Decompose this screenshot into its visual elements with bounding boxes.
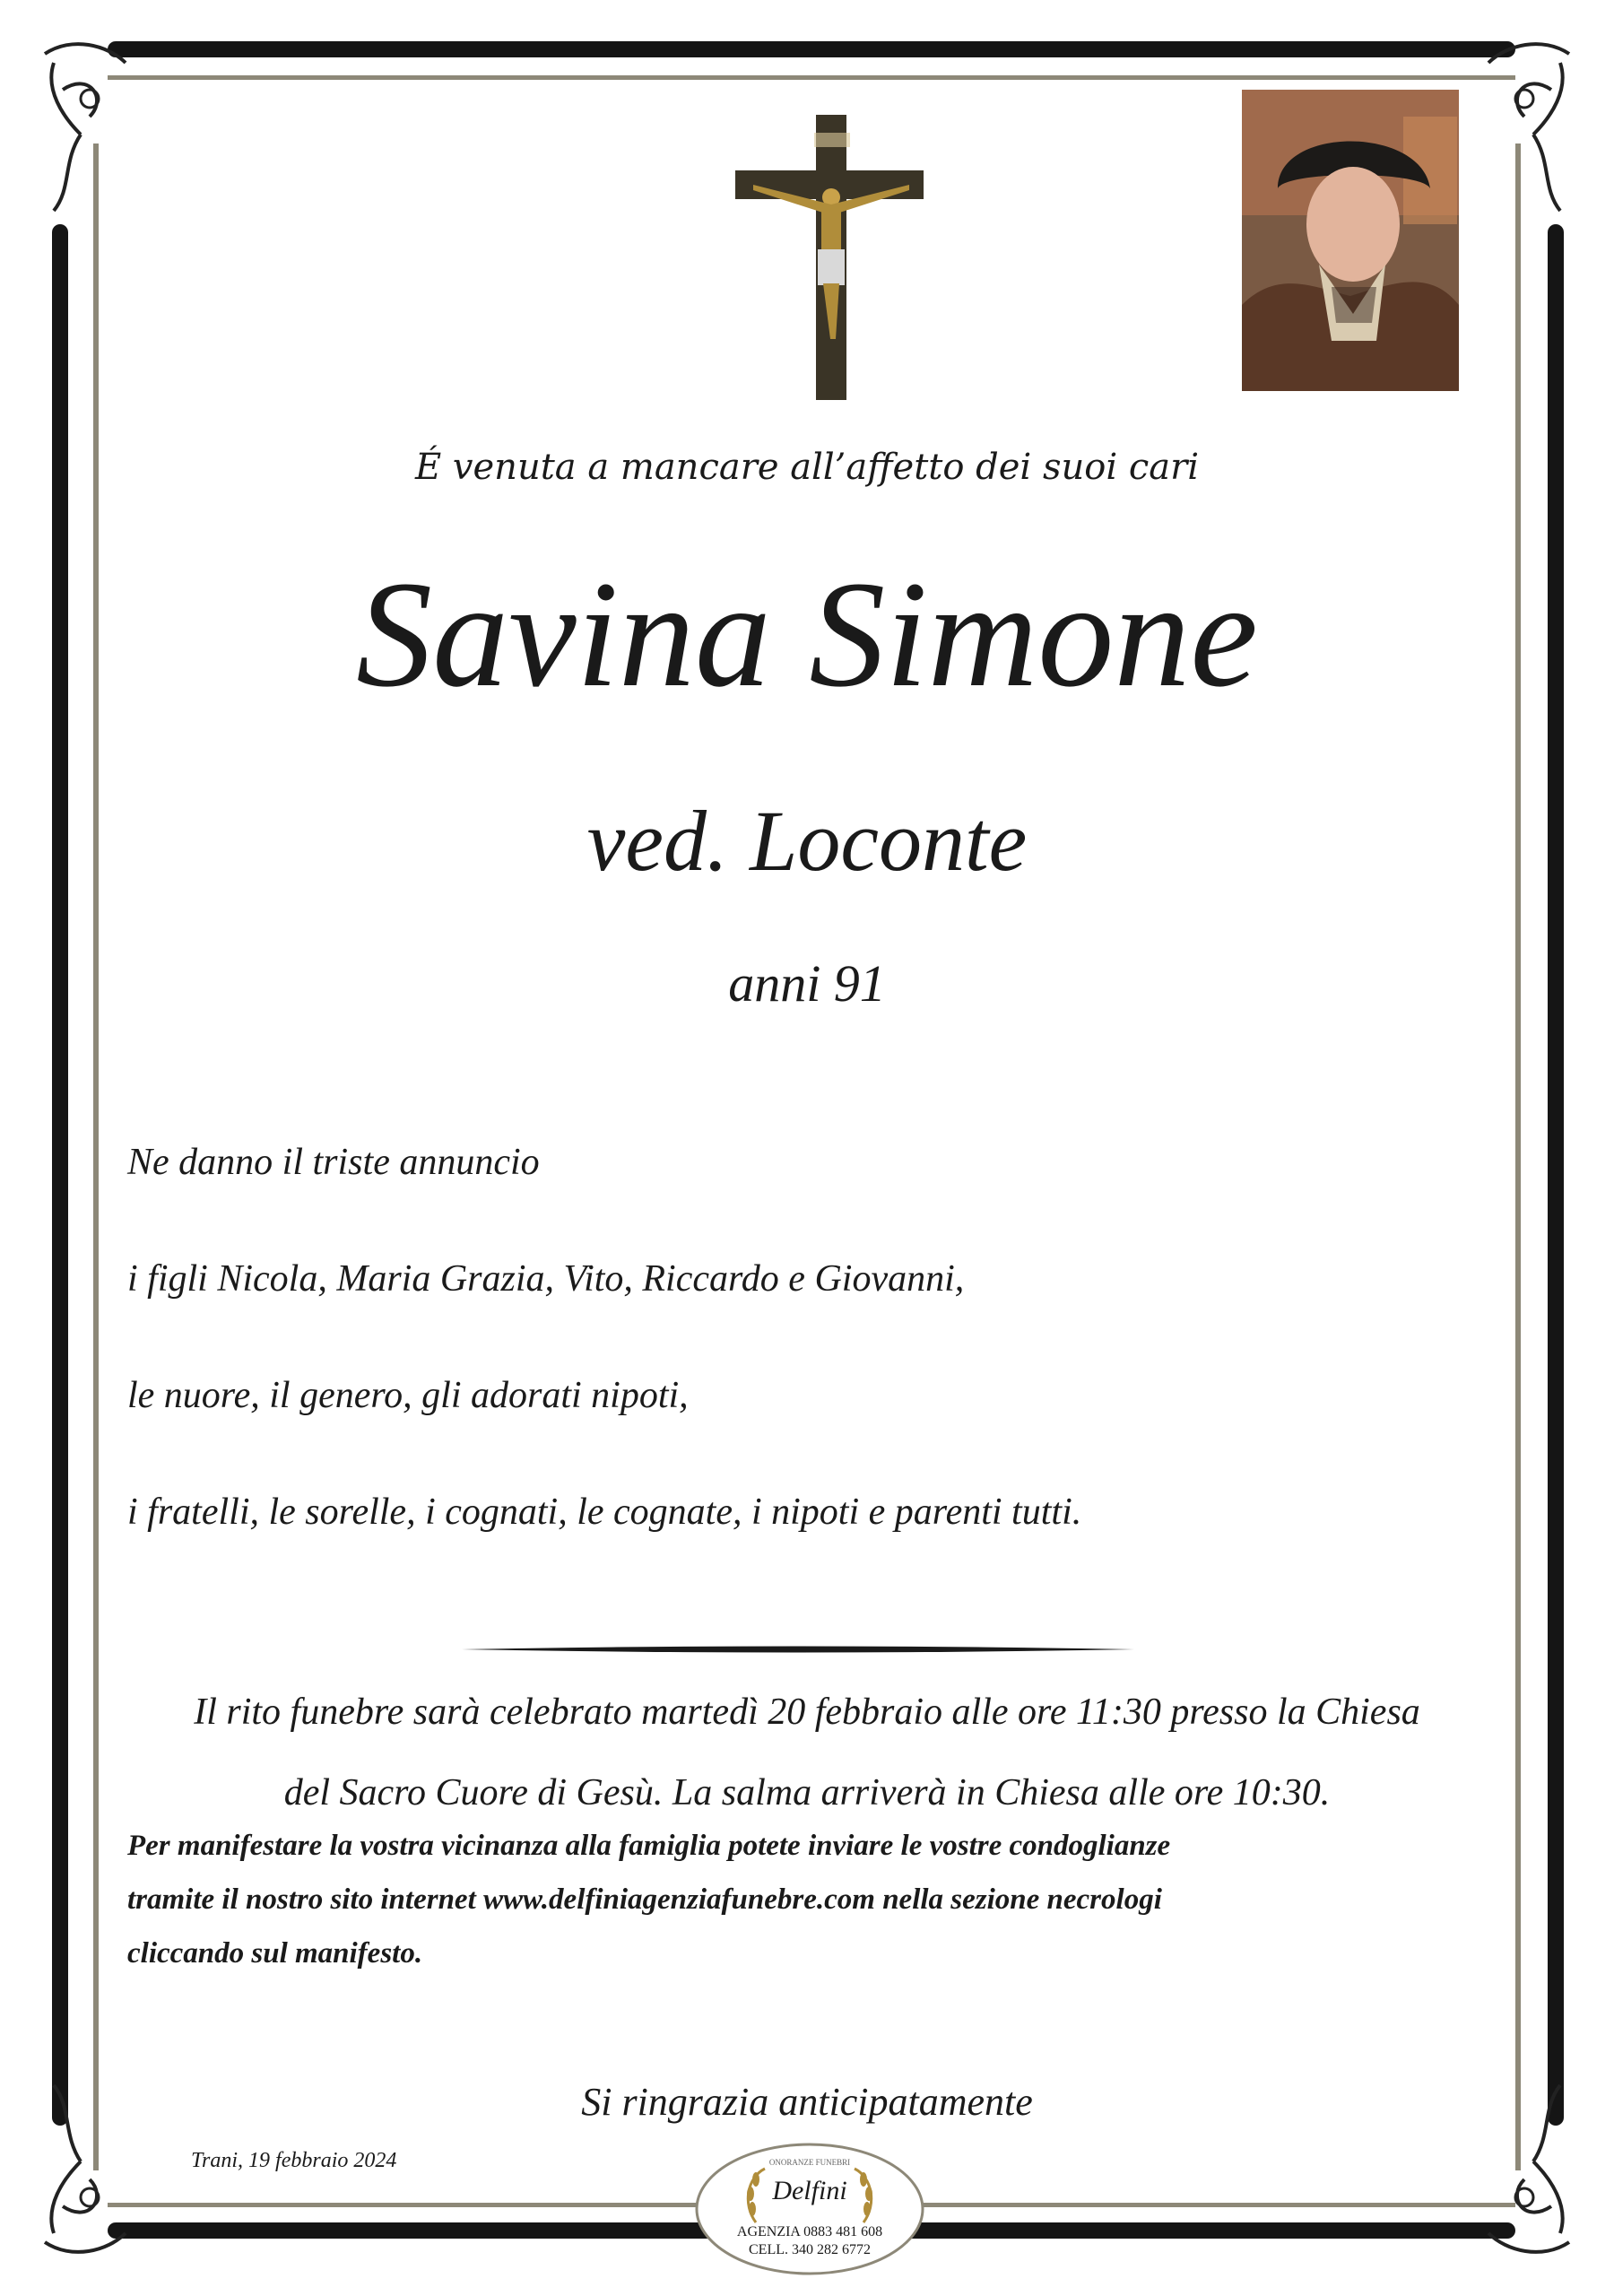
- ornamental-corner-icon: [1471, 36, 1578, 215]
- announcement-line: Ne danno il triste annuncio: [127, 1142, 540, 1183]
- top-inner-line: [108, 75, 1515, 80]
- rite-line: del Sacro Cuore di Gesù. La salma arriverà in Chiesa alle ore 10:30.: [283, 1772, 1331, 1813]
- crucifix-icon: [735, 115, 924, 400]
- deceased-name: Savina Simone: [356, 550, 1258, 718]
- announcement-line: i figli Nicola, Maria Grazia, Vito, Riccardo e Giovanni,: [127, 1258, 965, 1300]
- married-name: ved. Loconte: [586, 793, 1028, 889]
- agency-mobile: CELL. 340 282 6772: [749, 2242, 871, 2257]
- intro-text: É venuta a mancare all’affetto dei suoi cari: [415, 447, 1199, 488]
- right-border-bar: [1548, 224, 1564, 2126]
- agency-tagline: ONORANZE FUNEBRI: [768, 2158, 851, 2167]
- agency-name: Delfini: [772, 2176, 847, 2205]
- condolence-line: tramite il nostro sito internet www.delfiniagenziafunebre.com nella sezione necrologi: [127, 1883, 1162, 1916]
- ornamental-corner-icon: [36, 36, 143, 215]
- top-border-bar: [108, 41, 1515, 57]
- divider-line: [462, 1645, 1134, 1654]
- condolence-line: cliccando sul manifesto.: [127, 1937, 423, 1970]
- announcement-line: le nuore, il genero, gli adorati nipoti,: [127, 1375, 689, 1416]
- left-border-bar: [52, 224, 68, 2126]
- age-text: anni 91: [728, 954, 886, 1013]
- agency-logo: [693, 2142, 926, 2276]
- agency-phone: AGENZIA 0883 481 608: [736, 2224, 883, 2239]
- announcement-line: i fratelli, le sorelle, i cognati, le cognate, i nipoti e parenti tutti.: [127, 1492, 1082, 1533]
- date-place: Trani, 19 febbraio 2024: [191, 2149, 397, 2172]
- deceased-portrait: [1242, 90, 1459, 391]
- condolence-line: Per manifestare la vostra vicinanza alla famiglia potete inviare le vostre condoglianze: [127, 1830, 1171, 1862]
- rite-line: Il rito funebre sarà celebrato martedì 20 febbraio alle ore 11:30 presso la Chiesa: [194, 1692, 1420, 1733]
- thanks-text: Si ringrazia anticipatamente: [581, 2080, 1033, 2124]
